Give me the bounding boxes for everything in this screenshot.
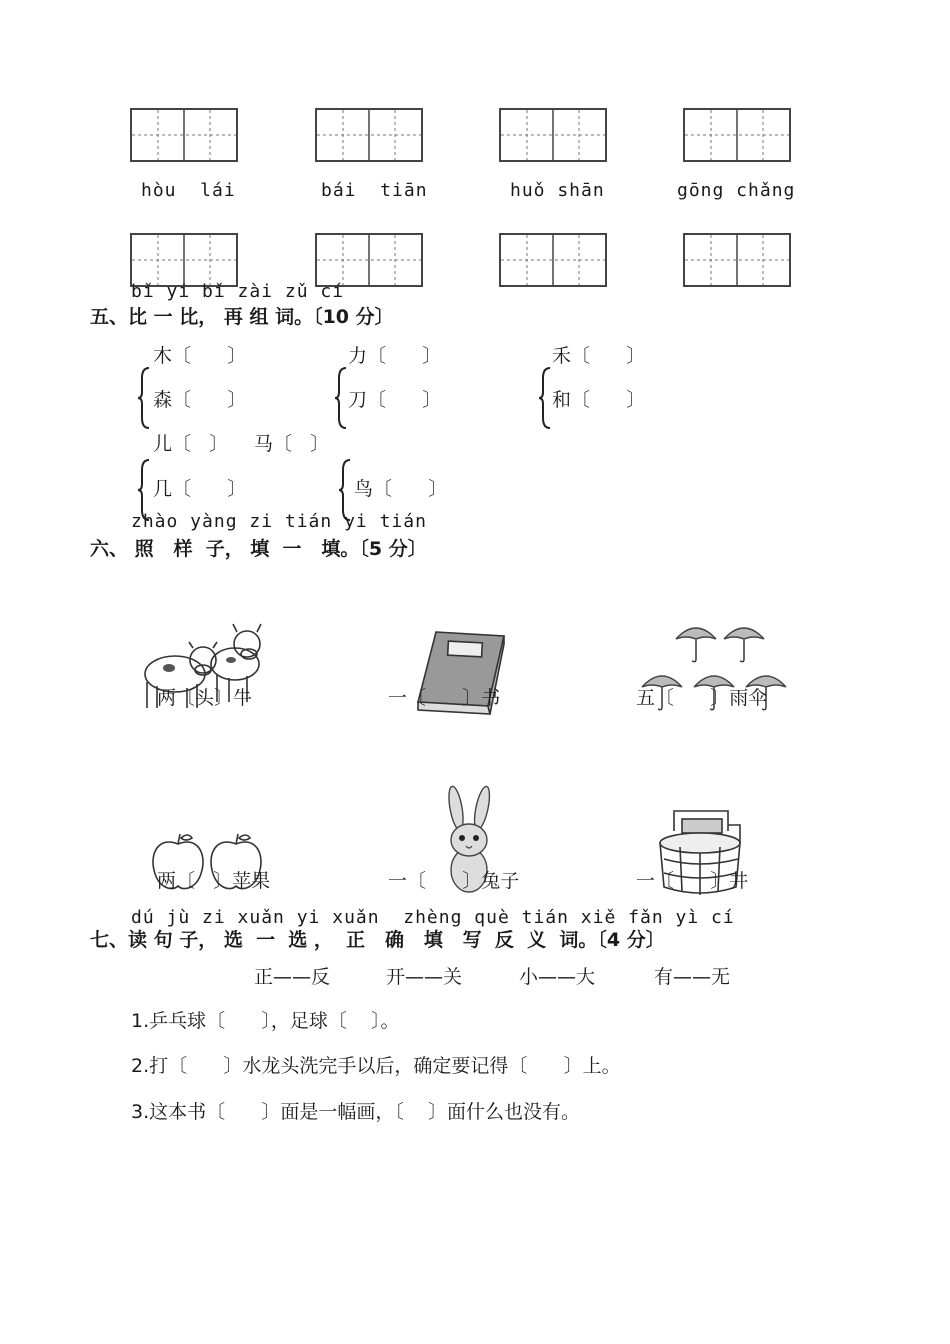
antonym-pair-3: 小——大: [519, 966, 596, 988]
grid-lines: [685, 235, 789, 285]
compare-5-bottom[interactable]: 鸟〔 〕: [354, 478, 448, 500]
grid-lines: [501, 110, 605, 160]
compare-1-top[interactable]: 木〔 〕: [153, 345, 247, 367]
writing-grid-2[interactable]: [315, 108, 423, 162]
pinyin-4: gōng chǎng: [677, 180, 796, 201]
measure-item-6[interactable]: 一〔 〕井: [636, 870, 749, 892]
section6-heading: 六、 照 样 子， 填 一 填。〔5 分〕: [90, 538, 427, 560]
compare-2-bottom[interactable]: 刀〔 〕: [348, 389, 442, 411]
measure-item-4[interactable]: 两〔 〕苹果: [157, 870, 271, 892]
antonym-pair-4: 有——无: [654, 966, 731, 988]
compare-2-top[interactable]: 力〔 〕: [348, 345, 442, 367]
section5-heading: 五、比 一 比， 再 组 词。〔10 分〕: [90, 306, 394, 328]
pinyin-2: bái tiān: [321, 180, 428, 201]
compare-4-top[interactable]: 儿〔 〕: [153, 433, 229, 455]
measure-item-2[interactable]: 一〔 〕书: [388, 687, 501, 709]
question-2[interactable]: 2.打〔 〕水龙头洗完手以后，确定要记得〔 〕上。: [131, 1055, 621, 1077]
section5-pinyin: bǐ yi bǐ zài zǔ cí: [131, 281, 345, 302]
measure-item-1: 两〔头〕牛: [157, 687, 253, 709]
section7-pinyin: dú jù zi xuǎn yi xuǎn zhèng què tián xiě fǎn yì cí: [131, 907, 735, 928]
grid-lines: [317, 235, 421, 285]
measure-item-5[interactable]: 一〔 〕兔子: [388, 870, 520, 892]
pinyin-3: huǒ shān: [510, 180, 605, 201]
pinyin-1: hòu lái: [141, 180, 236, 201]
section6-pinyin: zhào yàng zi tián yi tián: [131, 511, 427, 532]
question-3[interactable]: 3.这本书〔 〕面是一幅画，〔 〕面什么也没有。: [131, 1101, 581, 1123]
brace-3: [538, 366, 552, 430]
compare-4-bottom[interactable]: 几〔 〕: [153, 478, 247, 500]
section7-heading: 七、读 句 子， 选 一 选 ， 正 确 填 写 反 义 词。〔4 分〕: [90, 929, 665, 951]
brace-1: [137, 366, 151, 430]
measure-item-3[interactable]: 五〔 〕雨伞: [636, 687, 768, 709]
antonym-pair-1: 正——反: [254, 966, 331, 988]
compare-3-top[interactable]: 禾〔 〕: [552, 345, 646, 367]
writing-grid-6[interactable]: [315, 233, 423, 287]
compare-3-bottom[interactable]: 和〔 〕: [552, 389, 646, 411]
grid-lines: [501, 235, 605, 285]
question-1[interactable]: 1.乒乓球〔 〕，足球〔 〕。: [131, 1010, 400, 1032]
writing-grid-1[interactable]: [130, 108, 238, 162]
writing-grid-8[interactable]: [683, 233, 791, 287]
antonym-pair-2: 开——关: [386, 966, 463, 988]
writing-grid-3[interactable]: [499, 108, 607, 162]
brace-2: [334, 366, 348, 430]
grid-lines: [132, 235, 236, 285]
compare-1-bottom[interactable]: 森〔 〕: [153, 389, 247, 411]
writing-grid-7[interactable]: [499, 233, 607, 287]
grid-lines: [685, 110, 789, 160]
grid-lines: [132, 110, 236, 160]
grid-lines: [317, 110, 421, 160]
compare-5-top[interactable]: 马〔 〕: [254, 433, 330, 455]
writing-grid-4[interactable]: [683, 108, 791, 162]
writing-grid-5[interactable]: [130, 233, 238, 287]
